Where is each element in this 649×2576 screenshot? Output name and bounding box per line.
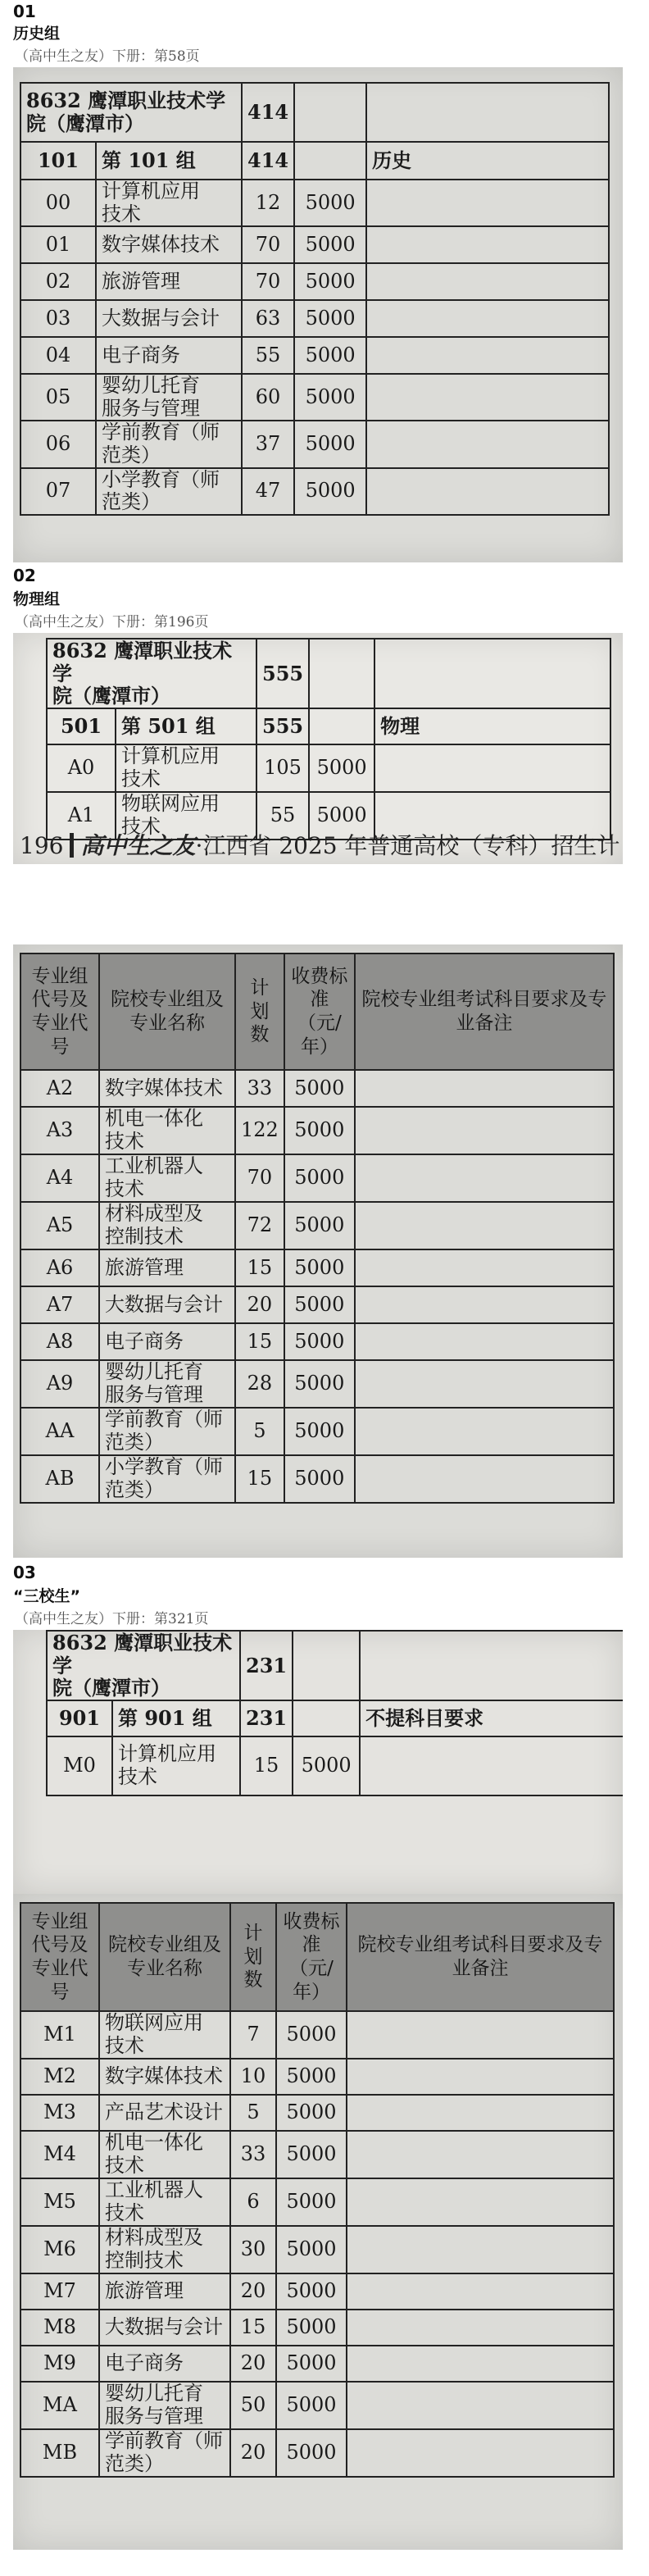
page-number: 196 bbox=[20, 832, 64, 859]
major-code: A3 bbox=[20, 1107, 99, 1154]
admission-table bbox=[20, 953, 615, 1504]
major-notes bbox=[355, 1070, 614, 1107]
major-fee: 5000 bbox=[294, 468, 366, 515]
major-name: 工业机器人 技术 bbox=[99, 1154, 235, 1202]
source-reference: （高中生之友）下册：第58页 bbox=[15, 48, 200, 65]
table-row bbox=[20, 2310, 614, 2346]
table-header bbox=[20, 1903, 614, 2011]
header-notes: 院校专业组考试科目要求及专业备注 bbox=[347, 1903, 614, 2011]
major-plan: 20 bbox=[235, 1286, 284, 1323]
major-plan: 105 bbox=[256, 744, 309, 792]
major-name: 数字媒体技术 bbox=[99, 1070, 235, 1107]
group-name: 第 501 组 bbox=[116, 708, 256, 744]
table-row bbox=[20, 1286, 614, 1323]
table-row bbox=[20, 1070, 614, 1107]
table-row bbox=[20, 2226, 614, 2273]
major-code: 03 bbox=[20, 300, 96, 337]
table-row bbox=[20, 2382, 614, 2429]
major-name: 材料成型及 控制技术 bbox=[99, 2226, 230, 2273]
table-row bbox=[20, 468, 609, 515]
major-code: M6 bbox=[20, 2226, 99, 2273]
major-fee: 5000 bbox=[276, 2273, 347, 2310]
major-plan: 7 bbox=[230, 2011, 276, 2059]
school-plan: 555 bbox=[256, 639, 309, 708]
major-name: 婴幼儿托育 服务与管理 bbox=[96, 374, 242, 421]
major-code: M0 bbox=[47, 1736, 112, 1795]
major-name: 机电一体化 技术 bbox=[99, 1107, 235, 1154]
major-name: 婴幼儿托育 服务与管理 bbox=[99, 2382, 230, 2429]
major-name: 学前教育（师 范类） bbox=[99, 2429, 230, 2477]
section-title: “三校生” bbox=[13, 1587, 80, 1605]
major-code: A4 bbox=[20, 1154, 99, 1202]
major-notes bbox=[347, 2095, 614, 2131]
table-row bbox=[20, 1249, 614, 1286]
major-code: A8 bbox=[20, 1323, 99, 1360]
major-plan: 30 bbox=[230, 2226, 276, 2273]
major-notes bbox=[366, 263, 609, 300]
major-notes bbox=[347, 2226, 614, 2273]
group-name: 第 101 组 bbox=[96, 142, 242, 180]
school-plan: 414 bbox=[242, 83, 294, 142]
major-name: 数字媒体技术 bbox=[96, 226, 242, 263]
major-plan: 12 bbox=[242, 180, 294, 226]
major-name: 产品艺术设计 bbox=[99, 2095, 230, 2131]
table-row bbox=[20, 1202, 614, 1249]
major-notes bbox=[366, 226, 609, 263]
major-plan: 37 bbox=[242, 421, 294, 467]
major-fee: 5000 bbox=[276, 2310, 347, 2346]
major-fee: 5000 bbox=[309, 792, 374, 840]
major-code: A0 bbox=[47, 744, 116, 792]
major-notes bbox=[366, 337, 609, 374]
table-row bbox=[20, 263, 609, 300]
table-row bbox=[20, 1408, 614, 1455]
major-name: 工业机器人 技术 bbox=[99, 2178, 230, 2226]
major-notes bbox=[347, 2382, 614, 2429]
major-code: AA bbox=[20, 1408, 99, 1455]
table-row bbox=[20, 2178, 614, 2226]
major-name: 计算机应用 技术 bbox=[112, 1736, 240, 1795]
group-code: 901 bbox=[47, 1700, 112, 1736]
major-code: 05 bbox=[20, 374, 96, 421]
major-name: 物联网应用 技术 bbox=[99, 2011, 230, 2059]
table-row bbox=[20, 2346, 614, 2382]
major-fee: 5000 bbox=[276, 2346, 347, 2382]
major-plan: 33 bbox=[235, 1070, 284, 1107]
group-plan: 555 bbox=[256, 708, 309, 744]
major-fee: 5000 bbox=[276, 2178, 347, 2226]
header-fee: 收费标准（元/年） bbox=[284, 953, 355, 1070]
major-notes bbox=[355, 1408, 614, 1455]
major-fee: 5000 bbox=[284, 1154, 355, 1202]
major-fee: 5000 bbox=[294, 263, 366, 300]
major-fee: 5000 bbox=[294, 226, 366, 263]
school-row bbox=[47, 1631, 623, 1700]
page-footer-line bbox=[20, 828, 620, 861]
group-code: 101 bbox=[20, 142, 96, 180]
major-plan: 47 bbox=[242, 468, 294, 515]
major-name: 旅游管理 bbox=[96, 263, 242, 300]
table-row bbox=[20, 2059, 614, 2095]
major-notes bbox=[360, 1736, 623, 1795]
group-subject: 不提科目要求 bbox=[360, 1700, 623, 1736]
major-plan: 5 bbox=[230, 2095, 276, 2131]
table-row bbox=[20, 2011, 614, 2059]
major-plan: 72 bbox=[235, 1202, 284, 1249]
major-name: 计算机应用 技术 bbox=[116, 744, 256, 792]
major-fee: 5000 bbox=[294, 421, 366, 467]
major-code: 00 bbox=[20, 180, 96, 226]
major-plan: 15 bbox=[235, 1323, 284, 1360]
table-row bbox=[47, 744, 610, 792]
major-fee: 5000 bbox=[276, 2059, 347, 2095]
major-code: AB bbox=[20, 1455, 99, 1503]
major-fee: 5000 bbox=[276, 2131, 347, 2178]
group-row bbox=[47, 708, 610, 744]
school-name: 8632 鹰潭职业技术学 院（鹰潭市） bbox=[47, 639, 256, 708]
major-notes bbox=[347, 2346, 614, 2382]
table-row bbox=[20, 337, 609, 374]
school-row bbox=[20, 83, 609, 142]
table-row bbox=[20, 2131, 614, 2178]
major-plan: 50 bbox=[230, 2382, 276, 2429]
table-row bbox=[20, 2273, 614, 2310]
major-code: MA bbox=[20, 2382, 99, 2429]
major-code: A2 bbox=[20, 1070, 99, 1107]
major-notes bbox=[366, 180, 609, 226]
major-fee: 5000 bbox=[293, 1736, 360, 1795]
admission-table bbox=[46, 1630, 623, 1796]
major-notes bbox=[347, 2178, 614, 2226]
major-code: M9 bbox=[20, 2346, 99, 2382]
group-subject: 物理 bbox=[374, 708, 610, 744]
table-photo bbox=[13, 944, 623, 1558]
major-notes bbox=[355, 1154, 614, 1202]
major-fee: 5000 bbox=[294, 300, 366, 337]
major-notes bbox=[355, 1360, 614, 1408]
header-plan: 计划数 bbox=[235, 953, 284, 1070]
major-notes bbox=[355, 1323, 614, 1360]
major-code: A6 bbox=[20, 1249, 99, 1286]
major-name: 物联网应用 技术 bbox=[116, 792, 256, 840]
major-name: 材料成型及 控制技术 bbox=[99, 1202, 235, 1249]
major-name: 旅游管理 bbox=[99, 2273, 230, 2310]
major-name: 旅游管理 bbox=[99, 1249, 235, 1286]
major-name: 电子商务 bbox=[96, 337, 242, 374]
section-number: 02 bbox=[13, 566, 36, 585]
major-plan: 70 bbox=[235, 1154, 284, 1202]
major-notes bbox=[347, 2429, 614, 2477]
major-code: A5 bbox=[20, 1202, 99, 1249]
major-fee: 5000 bbox=[284, 1360, 355, 1408]
header-fee: 收费标准（元/年） bbox=[276, 1903, 347, 2011]
major-notes bbox=[347, 2310, 614, 2346]
major-plan: 15 bbox=[240, 1736, 293, 1795]
major-name: 小学教育（师 范类） bbox=[99, 1455, 235, 1503]
major-notes bbox=[347, 2131, 614, 2178]
major-code: 01 bbox=[20, 226, 96, 263]
major-fee: 5000 bbox=[284, 1107, 355, 1154]
major-code: 04 bbox=[20, 337, 96, 374]
major-plan: 10 bbox=[230, 2059, 276, 2095]
school-name: 8632 鹰潭职业技术学 院（鹰潭市） bbox=[20, 83, 242, 142]
major-fee: 5000 bbox=[284, 1323, 355, 1360]
header-code: 专业组代号及专业代号 bbox=[20, 1903, 99, 2011]
major-notes bbox=[366, 300, 609, 337]
major-notes bbox=[347, 2059, 614, 2095]
table-row bbox=[20, 300, 609, 337]
major-code: 02 bbox=[20, 263, 96, 300]
table-header bbox=[20, 953, 614, 1070]
major-fee: 5000 bbox=[294, 180, 366, 226]
major-code: A9 bbox=[20, 1360, 99, 1408]
major-fee: 5000 bbox=[284, 1249, 355, 1286]
major-plan: 28 bbox=[235, 1360, 284, 1408]
major-name: 电子商务 bbox=[99, 1323, 235, 1360]
major-code: 07 bbox=[20, 468, 96, 515]
major-name: 小学教育（师 范类） bbox=[96, 468, 242, 515]
source-reference: （高中生之友）下册：第321页 bbox=[15, 1611, 209, 1627]
major-plan: 5 bbox=[235, 1408, 284, 1455]
major-fee: 5000 bbox=[294, 337, 366, 374]
major-fee: 5000 bbox=[276, 2011, 347, 2059]
major-name: 婴幼儿托育 服务与管理 bbox=[99, 1360, 235, 1408]
major-name: 大数据与会计 bbox=[96, 300, 242, 337]
table-row bbox=[20, 1360, 614, 1408]
major-name: 计算机应用 技术 bbox=[96, 180, 242, 226]
major-plan: 33 bbox=[230, 2131, 276, 2178]
table-row bbox=[20, 1107, 614, 1154]
major-notes bbox=[366, 421, 609, 467]
major-plan: 70 bbox=[242, 263, 294, 300]
major-fee: 5000 bbox=[294, 374, 366, 421]
major-notes bbox=[366, 468, 609, 515]
major-code: 06 bbox=[20, 421, 96, 467]
table-photo bbox=[13, 1630, 623, 1894]
admission-table bbox=[46, 638, 611, 840]
major-notes bbox=[366, 374, 609, 421]
group-code: 501 bbox=[47, 708, 116, 744]
major-name: 学前教育（师 范类） bbox=[99, 1408, 235, 1455]
major-code: A7 bbox=[20, 1286, 99, 1323]
publication-brand: 高中生之友 bbox=[80, 832, 196, 859]
major-plan: 55 bbox=[242, 337, 294, 374]
major-code: MB bbox=[20, 2429, 99, 2477]
header-plan: 计划数 bbox=[230, 1903, 276, 2011]
table-row bbox=[20, 1154, 614, 1202]
major-plan: 55 bbox=[256, 792, 309, 840]
table-photo bbox=[13, 633, 623, 864]
major-code: M8 bbox=[20, 2310, 99, 2346]
group-subject: 历史 bbox=[366, 142, 609, 180]
header-notes: 院校专业组考试科目要求及专业备注 bbox=[355, 953, 614, 1070]
header-name: 院校专业组及专业名称 bbox=[99, 1903, 230, 2011]
table-row bbox=[20, 1323, 614, 1360]
table-row bbox=[20, 226, 609, 263]
admission-table bbox=[20, 82, 610, 516]
group-name: 第 901 组 bbox=[112, 1700, 240, 1736]
table-row bbox=[20, 180, 609, 226]
major-plan: 20 bbox=[230, 2429, 276, 2477]
school-row bbox=[47, 639, 610, 708]
major-notes bbox=[355, 1249, 614, 1286]
header-name: 院校专业组及专业名称 bbox=[99, 953, 235, 1070]
section-title: 物理组 bbox=[13, 590, 61, 608]
major-plan: 15 bbox=[235, 1455, 284, 1503]
major-fee: 5000 bbox=[276, 2382, 347, 2429]
major-notes bbox=[374, 744, 610, 792]
major-notes bbox=[355, 1107, 614, 1154]
major-code: M3 bbox=[20, 2095, 99, 2131]
major-name: 机电一体化 技术 bbox=[99, 2131, 230, 2178]
major-plan: 15 bbox=[235, 1249, 284, 1286]
table-row bbox=[20, 2429, 614, 2477]
major-fee: 5000 bbox=[284, 1202, 355, 1249]
major-name: 大数据与会计 bbox=[99, 1286, 235, 1323]
section-title: 历史组 bbox=[13, 25, 61, 43]
group-plan: 414 bbox=[242, 142, 294, 180]
major-notes bbox=[355, 1455, 614, 1503]
page-running-title: ·江西省 2025 年普通高校（专科）招生计 bbox=[195, 832, 620, 859]
major-fee: 5000 bbox=[284, 1455, 355, 1503]
major-notes bbox=[347, 2011, 614, 2059]
major-name: 大数据与会计 bbox=[99, 2310, 230, 2346]
major-fee: 5000 bbox=[276, 2095, 347, 2131]
admission-table bbox=[20, 1902, 615, 2478]
school-plan: 231 bbox=[240, 1631, 293, 1700]
major-plan: 122 bbox=[235, 1107, 284, 1154]
major-fee: 5000 bbox=[276, 2429, 347, 2477]
major-fee: 5000 bbox=[309, 744, 374, 792]
major-fee: 5000 bbox=[284, 1286, 355, 1323]
major-code: M2 bbox=[20, 2059, 99, 2095]
divider bbox=[70, 833, 74, 858]
major-plan: 15 bbox=[230, 2310, 276, 2346]
major-name: 学前教育（师 范类） bbox=[96, 421, 242, 467]
major-fee: 5000 bbox=[284, 1070, 355, 1107]
table-photo bbox=[13, 67, 623, 562]
major-code: M4 bbox=[20, 2131, 99, 2178]
section-number: 03 bbox=[13, 1563, 36, 1582]
major-notes bbox=[355, 1202, 614, 1249]
major-plan: 20 bbox=[230, 2346, 276, 2382]
major-plan: 20 bbox=[230, 2273, 276, 2310]
major-fee: 5000 bbox=[276, 2226, 347, 2273]
major-notes bbox=[347, 2273, 614, 2310]
table-row bbox=[20, 374, 609, 421]
header-code: 专业组代号及专业代号 bbox=[20, 953, 99, 1070]
school-name: 8632 鹰潭职业技术学 院（鹰潭市） bbox=[47, 1631, 240, 1700]
table-photo bbox=[13, 1894, 623, 2550]
major-plan: 60 bbox=[242, 374, 294, 421]
group-row bbox=[47, 1700, 623, 1736]
major-fee: 5000 bbox=[284, 1408, 355, 1455]
major-code: M5 bbox=[20, 2178, 99, 2226]
table-row bbox=[20, 2095, 614, 2131]
table-row bbox=[47, 1736, 623, 1795]
group-row bbox=[20, 142, 609, 180]
source-reference: （高中生之友）下册：第196页 bbox=[15, 614, 209, 630]
table-row bbox=[20, 1455, 614, 1503]
major-code: M1 bbox=[20, 2011, 99, 2059]
section-number: 01 bbox=[13, 2, 36, 21]
major-name: 数字媒体技术 bbox=[99, 2059, 230, 2095]
major-plan: 70 bbox=[242, 226, 294, 263]
major-code: A1 bbox=[47, 792, 116, 840]
major-plan: 6 bbox=[230, 2178, 276, 2226]
table-row bbox=[20, 421, 609, 467]
major-notes bbox=[355, 1286, 614, 1323]
major-code: M7 bbox=[20, 2273, 99, 2310]
group-plan: 231 bbox=[240, 1700, 293, 1736]
major-plan: 63 bbox=[242, 300, 294, 337]
major-name: 电子商务 bbox=[99, 2346, 230, 2382]
